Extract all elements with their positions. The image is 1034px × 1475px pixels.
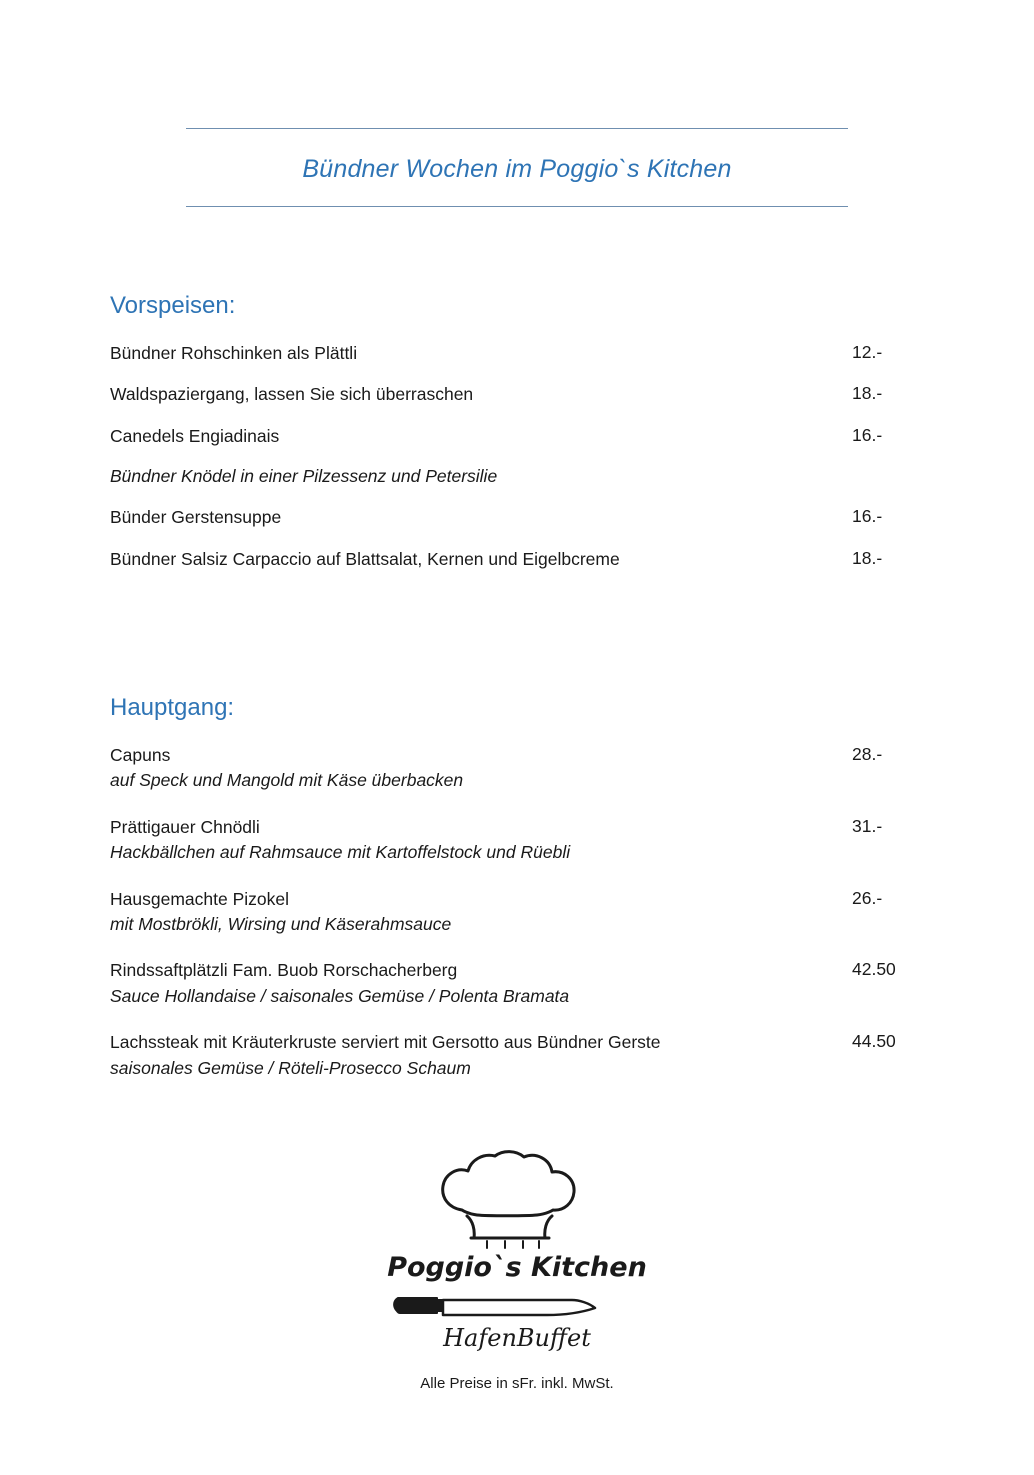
menu-entry [110, 816, 922, 864]
menu-item-price: 44.50 [852, 1031, 896, 1052]
menu-item-name: Bünder Gerstensuppe [110, 507, 282, 528]
menu-item-price: 16.- [852, 424, 883, 445]
section-heading-vorspeisen: Vorspeisen: [110, 292, 236, 319]
menu-item [110, 342, 922, 364]
brand-logo [0, 1148, 1034, 1358]
menu-item [110, 425, 922, 447]
menu-item-name: Capuns [110, 745, 171, 765]
title-rule-bottom [186, 206, 848, 207]
section-hauptgang [110, 694, 922, 1103]
menu-item-name: Hausgemachte Pizokel [110, 888, 289, 909]
menu-item [110, 383, 922, 405]
menu-item-description: auf Speck und Mangold mit Käse überbacken [110, 770, 464, 791]
menu-item-description: saisonales Gemüse / Röteli-Prosecco Schaum [110, 1057, 471, 1078]
menu-item-description: Hackbällchen auf Rahmsauce mit Kartoffelstock und Rüebli [110, 842, 571, 863]
menu-item-name: Canedels Engiadinais [110, 425, 280, 446]
title-block [186, 128, 848, 207]
menu-item [110, 816, 922, 838]
menu-item-price: 26.- [852, 887, 883, 908]
menu-item-name: Waldspaziergang, lassen Sie sich überraschen [110, 384, 474, 405]
menu-entry [110, 1031, 922, 1079]
menu-item-description: Sauce Hollandaise / saisonales Gemüse / Polenta Bramata [110, 985, 570, 1006]
footer-note: Alle Preise in sFr. inkl. MwSt. [420, 1375, 614, 1392]
page-title: Bündner Wochen im Poggio`s Kitchen [302, 155, 732, 183]
section-heading-hauptgang: Hauptgang: [110, 694, 235, 721]
menu-item-price: 16.- [852, 506, 883, 527]
menu-item-name: Prättigauer Chnödli [110, 816, 260, 837]
menu-item [110, 1031, 922, 1053]
menu-item [110, 888, 922, 910]
menu-item-description: mit Mostbrökli, Wirsing und Käserahmsauce [110, 913, 452, 934]
menu-item-price: 31.- [852, 815, 883, 836]
menu-item-price: 42.50 [852, 959, 896, 980]
menu-item-price: 12.- [852, 342, 883, 362]
menu-item-name: Lachssteak mit Kräuterkruste serviert mit Gersotto aus Bündner Gerste [110, 1032, 661, 1053]
menu-item [110, 548, 922, 570]
menu-item [110, 959, 922, 981]
brand-name: Poggio`s Kitchen [387, 1252, 647, 1283]
menu-entry [110, 959, 922, 1007]
menu-item-name: Rindssaftplätzli Fam. Buob Rorschacherberg [110, 960, 458, 981]
section-vorspeisen [110, 292, 922, 589]
sub-brand-name: HafenBuffet [443, 1324, 591, 1352]
menu-entry [110, 744, 922, 792]
menu-item [110, 744, 922, 766]
menu-item-price: 18.- [852, 383, 883, 404]
menu-item-description: Bündner Knödel in einer Pilzessenz und Petersilie [110, 466, 498, 487]
menu-item-price: 18.- [852, 547, 883, 568]
menu-item-name: Bündner Salsiz Carpaccio auf Blattsalat, Kernen und Eigelbcreme [110, 548, 620, 569]
chef-hat-and-knife-icon [367, 1148, 667, 1358]
knife-icon [394, 1298, 595, 1315]
menu-item-price: 28.- [852, 744, 883, 764]
menu-entry [110, 888, 922, 936]
menu-item-name: Bündner Rohschinken als Plättli [110, 343, 358, 363]
menu-item [110, 506, 922, 528]
